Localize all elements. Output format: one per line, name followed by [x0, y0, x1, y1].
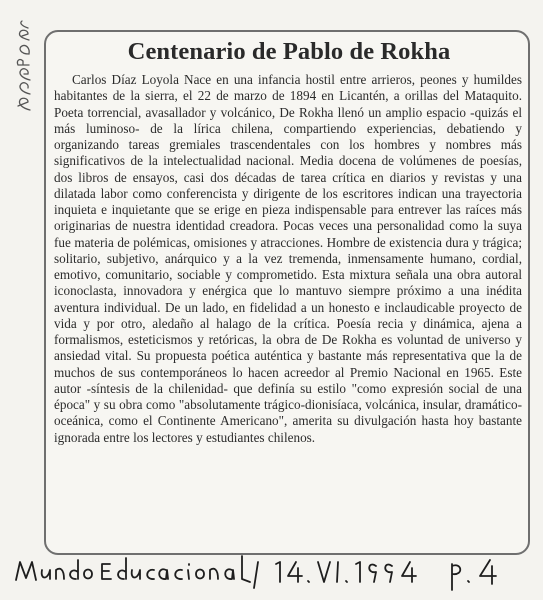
- handwritten-annotation: [14, 552, 534, 592]
- newspaper-clipping: [44, 30, 530, 555]
- article-body: Carlos Díaz Loyola Nace en una infancia hostil entre arrieros, peones y humildes habitantes de la sierra, el 22 de marzo de 1894 en Licantén, a orillas del Mataquito. Poeta torrencial, avasallador y volcánico, De Rokha llenó un amplio espacio -quizás el más luminoso- de la lírica chilena, compartiendo experiencias, debatiendo y organizando tareas gremiales trascendentales con los hombres y nombres más significativos de la intelectualidad nacional. Media docena de volúmenes de poesías, dos libros de ensayos, casi dos décadas de tarea crítica en diarios y revistas y una dilatada labor como conferencista y dirigente de los escritores indican una trayectoria inquieta e inquietante que se erige en pieza indispensable para entrever las raíces más originarias de nuestra identidad creadora. Pocas veces una personalidad como la suya fue materia de polémicas, omisiones y atracciones. Hombre de existencia dura y trágica; solitario, subjetivo, anárquico y a la vez tremenda, inmensamente humano, cordial, emotivo, comunitario, sociable y comprometido. Esta mixtura señala una obra autoral iconoclasta, innovadora y enérgica que lo mantuvo siempre próximo a una inédita aventura individual. De un lado, en fidelidad a un honesto e inclaudicable proyecto de vida y por otro, aledaño al halago de la crítica. Poesía recia y dinámica, ajena a formalismos, esteticismos y retóricas, la obra de De Rokha es voluntad de universo y ansiedad vital. Su propuesta poética auténtica y bastante más representativa que la de muchos de sus contemporáneos lo hacen acreedor al Premio Nacional en 1965. Este autor -síntesis de la chilenidad- que definía su estilo "como expresión social de una época" y su obra como "absolutamente trágico-dionisíaca, volcánica, insular, dramático-oceánica, como el Continente Americano", amerita su divulgación hasta hoy bastante ignorada entre los lectores y estudiantes chilenos.: [54, 72, 522, 445]
- article-title: Centenario de Pablo de Rokha: [127, 38, 451, 65]
- archive-stamp: [10, 18, 38, 114]
